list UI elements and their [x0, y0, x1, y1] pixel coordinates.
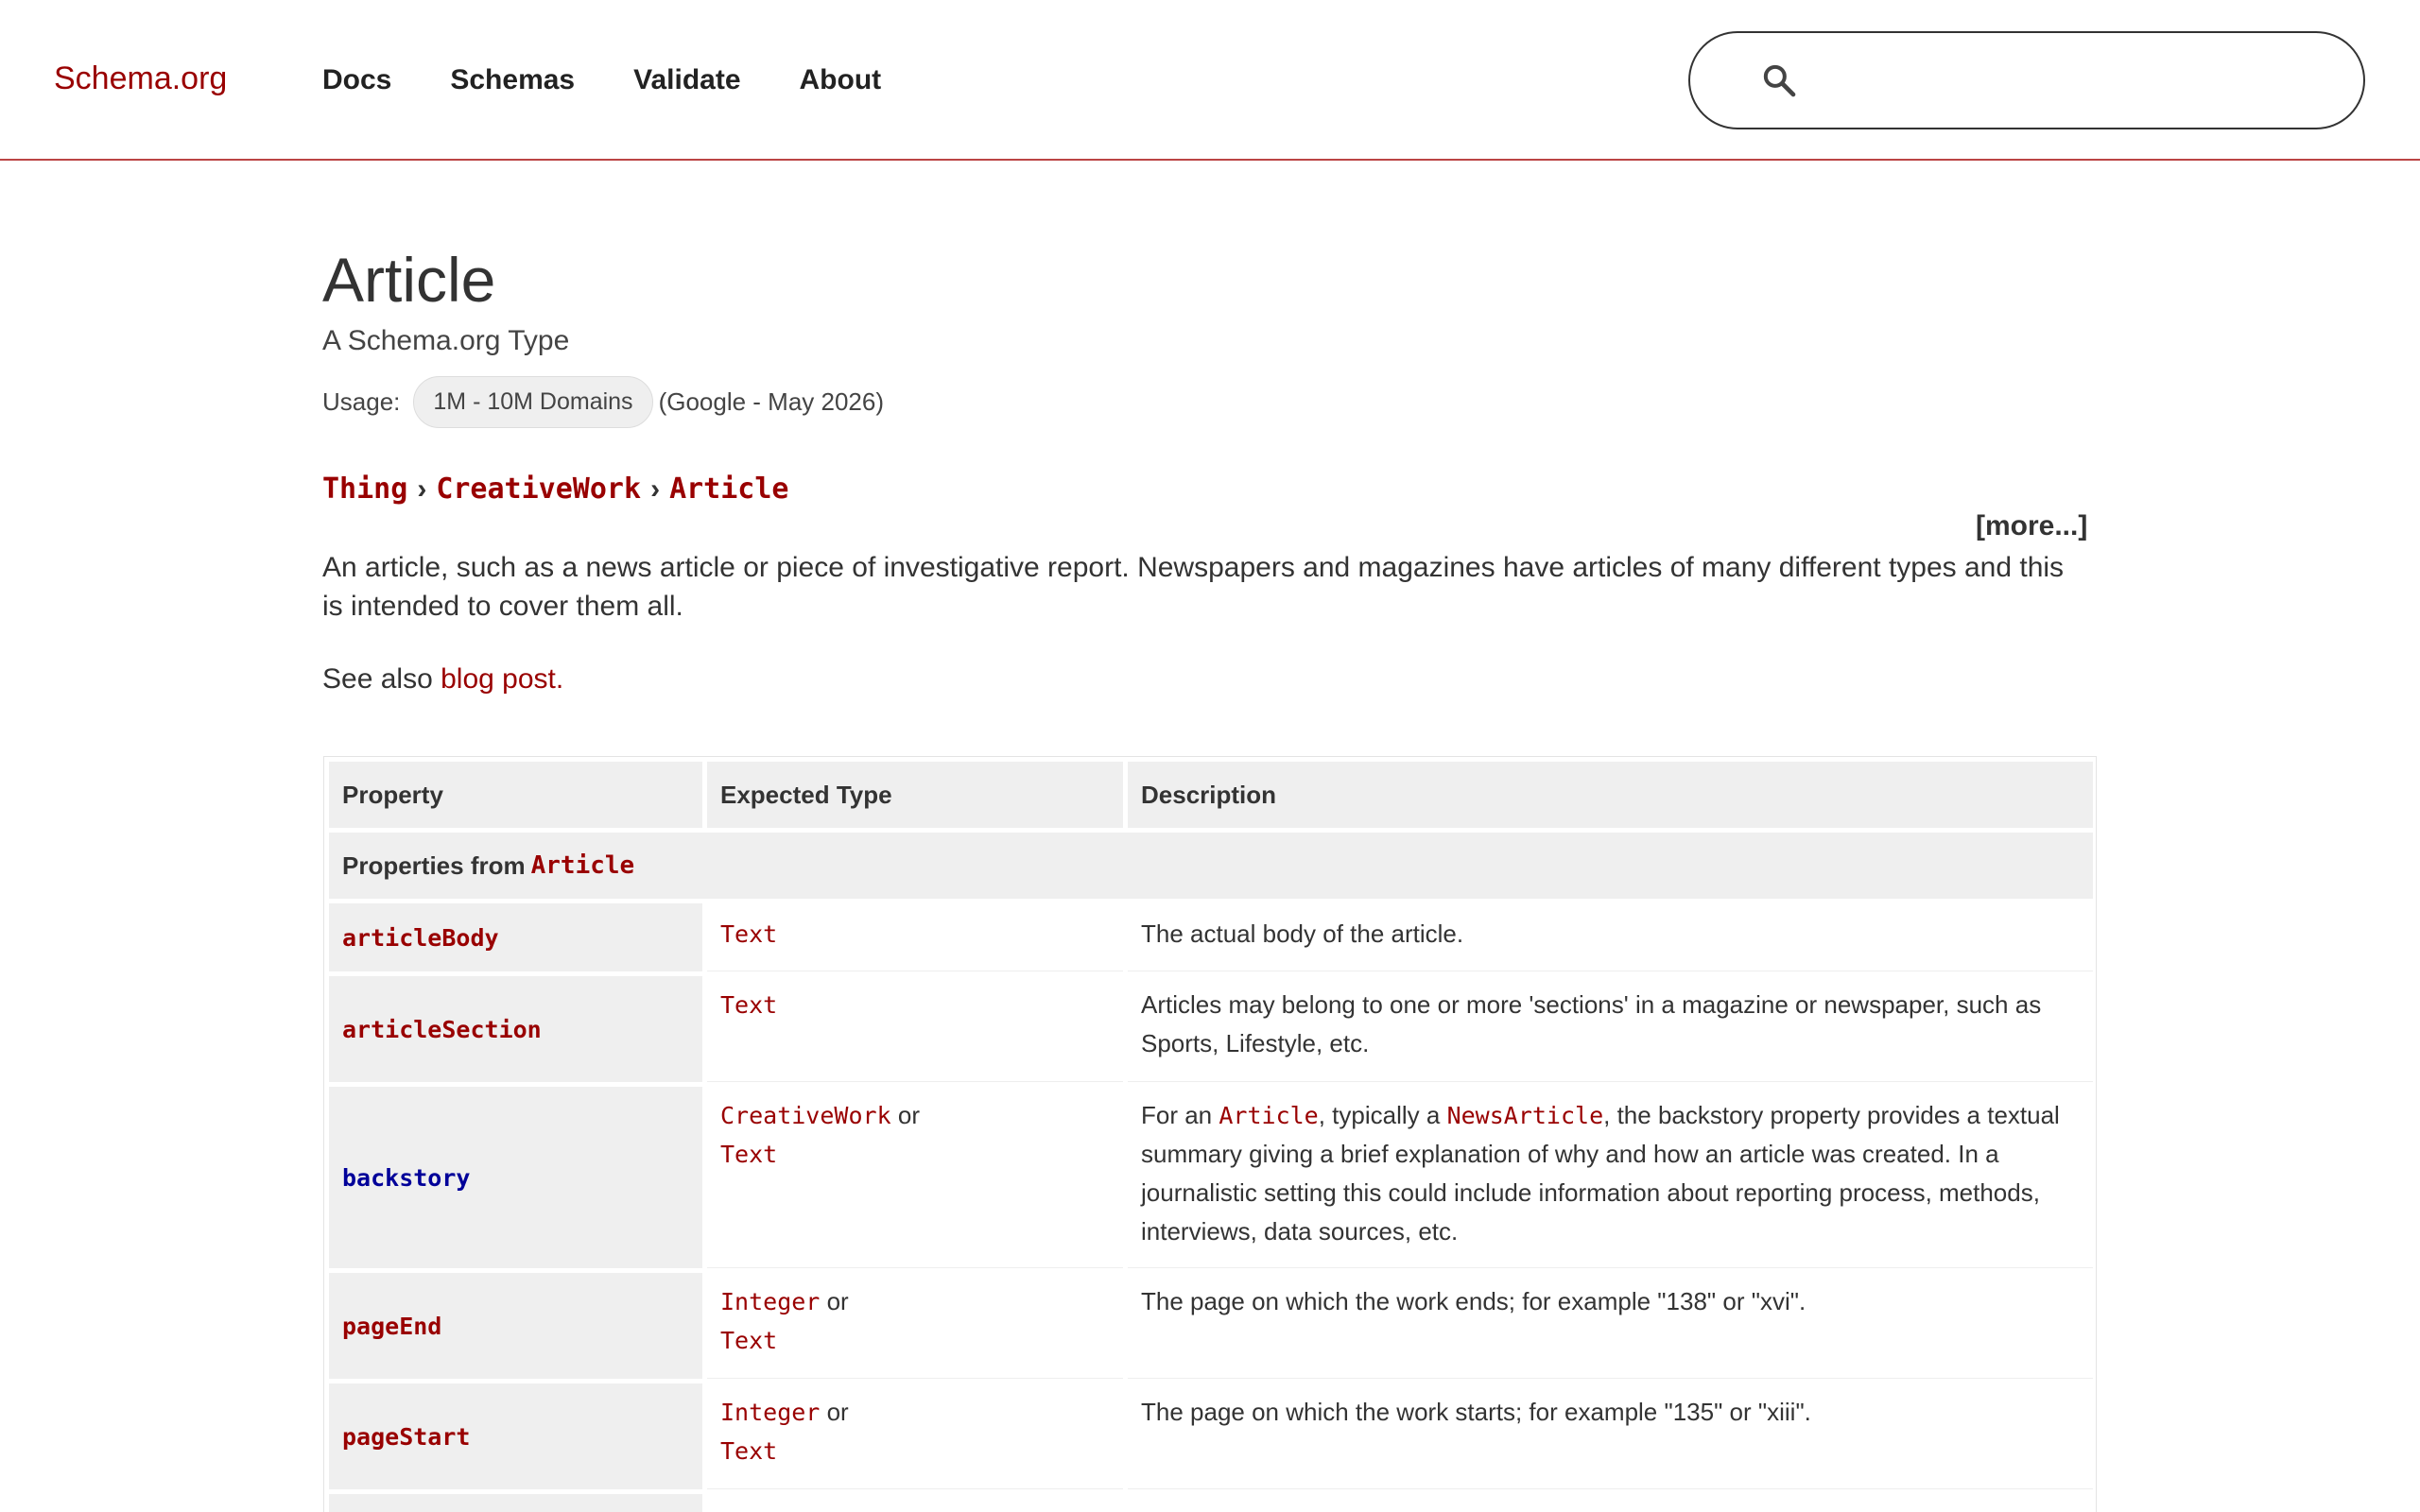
- breadcrumb-thing[interactable]: Thing: [322, 472, 408, 506]
- breadcrumb-creativework[interactable]: CreativeWork: [436, 472, 642, 506]
- or-text: or: [826, 1398, 849, 1426]
- more-toggle[interactable]: [more...]: [1976, 510, 2088, 541]
- property-articlebody[interactable]: articleBody: [342, 923, 499, 952]
- type-text[interactable]: Text: [720, 920, 778, 948]
- table-row: [329, 903, 2093, 971]
- property-backstory[interactable]: backstory: [342, 1163, 471, 1192]
- desc-text: , the backstory property provides a textual summary giving a brief explanation of why and how an article was created. In a journalistic setting this could include information about reporting process, methods, interviews, data sources, etc.: [1141, 1101, 2060, 1246]
- page-title: Article: [322, 245, 496, 315]
- type-cell: [707, 1087, 1123, 1268]
- property-articlesection[interactable]: articleSection: [342, 1015, 542, 1043]
- nav-about[interactable]: About: [799, 64, 882, 95]
- nav-validate[interactable]: Validate: [633, 64, 741, 95]
- or-text: or: [897, 1101, 920, 1129]
- breadcrumb-separator: ›: [650, 473, 661, 505]
- nav-schemas[interactable]: Schemas: [450, 64, 576, 95]
- table-row: [329, 1087, 2093, 1268]
- property-pagestart[interactable]: pageStart: [342, 1422, 471, 1451]
- breadcrumb: [322, 472, 789, 506]
- site-logo[interactable]: Schema.org: [54, 60, 228, 96]
- type-cell: [707, 1494, 1123, 1512]
- usage-label: Usage:: [322, 387, 401, 416]
- see-also: [322, 663, 563, 696]
- main-nav: [322, 64, 881, 96]
- property-cell: [329, 1273, 702, 1379]
- type-integer[interactable]: Integer: [720, 1399, 821, 1426]
- table-row: [329, 1383, 2093, 1489]
- type-cell: [707, 903, 1123, 971]
- table-header-row: [329, 762, 2093, 828]
- properties-group-label: [329, 833, 2093, 899]
- nav-docs[interactable]: Docs: [322, 64, 392, 95]
- properties-group-row: [329, 833, 2093, 899]
- search-icon[interactable]: [1760, 61, 1798, 99]
- usage-source: (Google - May 2026): [658, 387, 885, 416]
- search-input[interactable]: [1815, 50, 2329, 112]
- type-text[interactable]: Text: [720, 991, 778, 1019]
- description-cell: The actual body of the article.: [1128, 903, 2093, 971]
- property-cell: [329, 1494, 702, 1512]
- properties-table: [323, 756, 2097, 1512]
- property-cell: [329, 976, 702, 1082]
- site-header: [0, 0, 2420, 161]
- type-text[interactable]: Text: [720, 1141, 778, 1168]
- group-prefix: Properties from: [342, 850, 526, 880]
- property-pageend[interactable]: pageEnd: [342, 1312, 442, 1340]
- see-also-prefix: See also: [322, 663, 441, 695]
- article-link[interactable]: Article: [1219, 1102, 1319, 1129]
- type-cell: [707, 1383, 1123, 1489]
- header-property: Property: [329, 762, 702, 828]
- property-cell: [329, 903, 702, 971]
- page-subtitle: A Schema.org Type: [322, 325, 570, 356]
- desc-text: For an: [1141, 1101, 1219, 1129]
- table-row: [329, 1273, 2093, 1379]
- newsarticle-link[interactable]: NewsArticle: [1446, 1102, 1604, 1129]
- table-row: [329, 976, 2093, 1082]
- property-cell: [329, 1383, 702, 1489]
- desc-text: , typically a: [1318, 1101, 1447, 1129]
- description-cell: The page on which the work starts; for example "135" or "xiii".: [1128, 1383, 2093, 1489]
- usage-info: [322, 376, 884, 428]
- description-cell: [1128, 1087, 2093, 1268]
- usage-badge: 1M - 10M Domains: [413, 376, 652, 428]
- type-cell: [707, 976, 1123, 1082]
- type-creativework[interactable]: CreativeWork: [720, 1102, 891, 1129]
- type-cell: [707, 1273, 1123, 1379]
- or-text: or: [826, 1287, 849, 1315]
- breadcrumb-separator: ›: [417, 473, 427, 505]
- header-expected-type: Expected Type: [707, 762, 1123, 828]
- description-cell: Articles may belong to one or more 'sections' in a magazine or newspaper, such as Sports, Lifestyle, etc.: [1128, 976, 2093, 1082]
- table-row: [329, 1494, 2093, 1512]
- description-cell: The page on which the work ends; for example "138" or "xvi".: [1128, 1273, 2093, 1379]
- breadcrumb-article[interactable]: Article: [669, 472, 789, 506]
- type-integer[interactable]: Integer: [720, 1288, 821, 1315]
- group-type-link[interactable]: Article: [530, 851, 635, 880]
- search-box[interactable]: [1688, 31, 2365, 129]
- type-text[interactable]: Text: [720, 1327, 778, 1354]
- description-cell: [1128, 1494, 2093, 1512]
- type-description: An article, such as a news article or piece of investigative report. Newspapers and magazines have articles of many different types and this is intended to cover them all.: [322, 552, 2065, 622]
- header-description: Description: [1128, 762, 2093, 828]
- property-cell: [329, 1087, 702, 1268]
- type-text[interactable]: Text: [720, 1437, 778, 1465]
- blog-post-link[interactable]: blog post.: [441, 663, 564, 695]
